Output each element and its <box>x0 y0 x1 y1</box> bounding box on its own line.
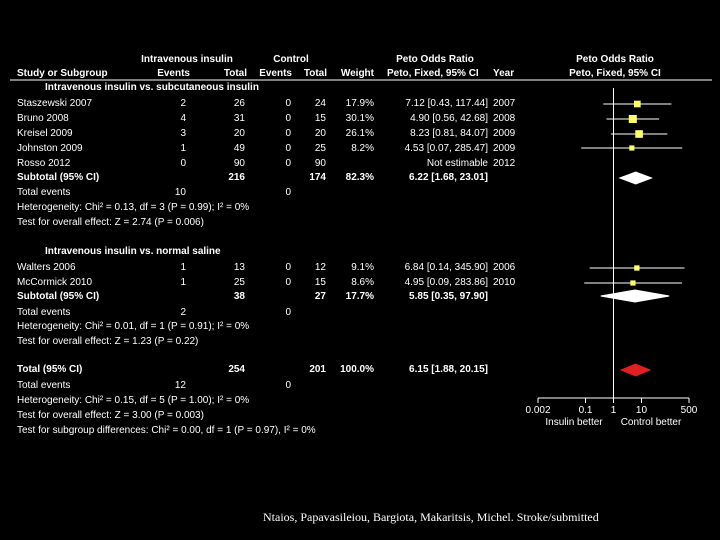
heterogeneity-text: Heterogeneity: Chi² = 0.15, df = 5 (P = 1.00); I² = 0% <box>17 395 250 406</box>
or-column-header: Peto Odds Ratio <box>396 54 474 65</box>
subtotal-label: Subtotal (95% CI) <box>17 291 100 302</box>
overall-weight: 100.0% <box>340 364 374 375</box>
year: 2012 <box>493 158 516 169</box>
total-events2: 0 <box>285 187 291 198</box>
events1: 2 <box>180 98 186 109</box>
subgroup-title: Intravenous insulin vs. subcutaneous insulin <box>45 82 259 93</box>
or-ci: 4.90 [0.56, 42.68] <box>410 113 488 124</box>
citation: Ntaios, Papavasileiou, Bargiota, Makaritsis, Michel. Stroke/submitted <box>263 510 599 524</box>
events1: 4 <box>180 113 186 124</box>
events1: 1 <box>180 262 186 273</box>
total-events-label: Total events <box>17 187 71 198</box>
study-name: Walters 2006 <box>17 262 76 273</box>
subtotal-weight: 82.3% <box>345 172 374 183</box>
x-tick-label: 500 <box>680 405 698 416</box>
overall-total2: 201 <box>309 364 326 375</box>
total2: 90 <box>314 158 326 169</box>
year: 2008 <box>493 113 516 124</box>
weight: 8.6% <box>351 277 374 288</box>
study-marker <box>630 280 635 285</box>
year: 2010 <box>493 277 516 288</box>
study-column-header: Study or Subgroup <box>17 68 108 79</box>
events1: 1 <box>180 277 186 288</box>
subtotal-weight: 17.7% <box>345 291 374 302</box>
x-tick-label: 1 <box>610 405 617 416</box>
events2: 0 <box>285 98 291 109</box>
subtotal-total1: 38 <box>233 291 245 302</box>
total2: 20 <box>314 128 326 139</box>
total1: 49 <box>233 143 245 154</box>
group1-header: Intravenous insulin <box>141 54 233 65</box>
x-tick-label: 0.002 <box>525 405 551 416</box>
total1: 26 <box>233 98 245 109</box>
total-events-label: Total events <box>17 380 71 391</box>
total-events1: 2 <box>180 307 186 318</box>
or-ci: 6.84 [0.14, 345.90] <box>404 262 488 273</box>
subtotal-total2: 27 <box>314 291 326 302</box>
weight: 26.1% <box>345 128 374 139</box>
or-ci: 4.95 [0.09, 283.86] <box>404 277 488 288</box>
total1-header: Total <box>223 68 247 79</box>
total2-header: Total <box>303 68 327 79</box>
study-marker <box>634 101 641 108</box>
overall-effect-text: Test for overall effect: Z = 1.23 (P = 0.22) <box>17 336 199 347</box>
axis-label-left: Insulin better <box>545 417 603 428</box>
weight: 8.2% <box>351 143 374 154</box>
study-marker <box>629 115 637 123</box>
subtotal-total2: 174 <box>309 172 326 183</box>
total1: 90 <box>233 158 245 169</box>
study-marker <box>634 265 639 270</box>
total2: 25 <box>314 143 326 154</box>
events2: 0 <box>285 277 291 288</box>
or-ci: 7.12 [0.43, 117.44] <box>405 98 488 109</box>
total-events1: 10 <box>174 187 186 198</box>
overall-diamond <box>621 364 650 376</box>
total2: 24 <box>314 98 326 109</box>
overall-or-ci: 6.15 [1.88, 20.15] <box>409 364 488 375</box>
study-name: Bruno 2008 <box>17 113 69 124</box>
or-ci: Not estimable <box>426 158 488 169</box>
events1: 1 <box>180 143 186 154</box>
events2: 0 <box>285 113 291 124</box>
method-header: Peto, Fixed, 95% CI <box>387 68 479 79</box>
weight: 9.1% <box>351 262 374 273</box>
weight: 17.9% <box>345 98 374 109</box>
or-ci: 4.53 [0.07, 285.47] <box>404 143 488 154</box>
events2: 0 <box>285 262 291 273</box>
axis-label-right: Control better <box>620 417 682 428</box>
study-name: McCormick 2010 <box>17 277 93 288</box>
year: 2009 <box>493 143 516 154</box>
events2: 0 <box>285 143 291 154</box>
year-header: Year <box>493 68 515 79</box>
total-events2: 0 <box>285 307 291 318</box>
total1: 20 <box>233 128 245 139</box>
subgroup-differences-text: Test for subgroup differences: Chi² = 0.00, df = 1 (P = 0.97), I² = 0% <box>17 425 316 436</box>
heterogeneity-text: Heterogeneity: Chi² = 0.01, df = 1 (P = 0.91); I² = 0% <box>17 321 250 332</box>
subtotal-label: Subtotal (95% CI) <box>17 172 100 183</box>
total2: 15 <box>314 277 326 288</box>
subgroup-title: Intravenous insulin vs. normal saline <box>45 246 221 257</box>
subtotal-total1: 216 <box>228 172 245 183</box>
total1: 31 <box>233 113 245 124</box>
subtotal-or-ci: 6.22 [1.68, 23.01] <box>409 172 488 183</box>
overall-total1: 254 <box>228 364 245 375</box>
or-ci: 8.23 [0.81, 84.07] <box>410 128 488 139</box>
overall-effect-text: Test for overall effect: Z = 3.00 (P = 0.003) <box>17 410 204 421</box>
total-label: Total (95% CI) <box>17 364 83 375</box>
subtotal-diamond <box>601 290 669 302</box>
study-name: Johnston 2009 <box>17 143 83 154</box>
total1: 25 <box>233 277 245 288</box>
year: 2009 <box>493 128 516 139</box>
x-tick-label: 0.1 <box>578 405 593 416</box>
events2: 0 <box>285 128 291 139</box>
heterogeneity-text: Heterogeneity: Chi² = 0.13, df = 3 (P = 0.99); I² = 0% <box>17 202 250 213</box>
year: 2007 <box>493 98 516 109</box>
study-name: Rosso 2012 <box>17 158 71 169</box>
study-marker <box>629 145 634 150</box>
subtotal-diamond <box>620 172 652 184</box>
total-events2: 0 <box>285 380 291 391</box>
weight: 30.1% <box>345 113 374 124</box>
total2: 12 <box>314 262 326 273</box>
study-name: Kreisel 2009 <box>17 128 73 139</box>
events1: 3 <box>180 128 186 139</box>
study-name: Staszewski 2007 <box>17 98 93 109</box>
events1: 0 <box>180 158 186 169</box>
events2: 0 <box>285 158 291 169</box>
group2-header: Control <box>273 54 309 65</box>
events1-header: Events <box>157 68 190 79</box>
weight-header: Weight <box>340 68 374 79</box>
events2-header: Events <box>259 68 292 79</box>
overall-effect-text: Test for overall effect: Z = 2.74 (P = 0.006) <box>17 217 204 228</box>
year: 2006 <box>493 262 516 273</box>
or-plot-header: Peto Odds Ratio <box>576 54 654 65</box>
total-events1: 12 <box>174 380 186 391</box>
total2: 15 <box>314 113 326 124</box>
study-marker <box>635 130 643 138</box>
subtotal-or-ci: 5.85 [0.35, 97.90] <box>409 291 488 302</box>
total1: 13 <box>233 262 245 273</box>
x-tick-label: 10 <box>635 405 648 416</box>
method-plot-header: Peto, Fixed, 95% CI <box>569 68 661 79</box>
total-events-label: Total events <box>17 307 71 318</box>
